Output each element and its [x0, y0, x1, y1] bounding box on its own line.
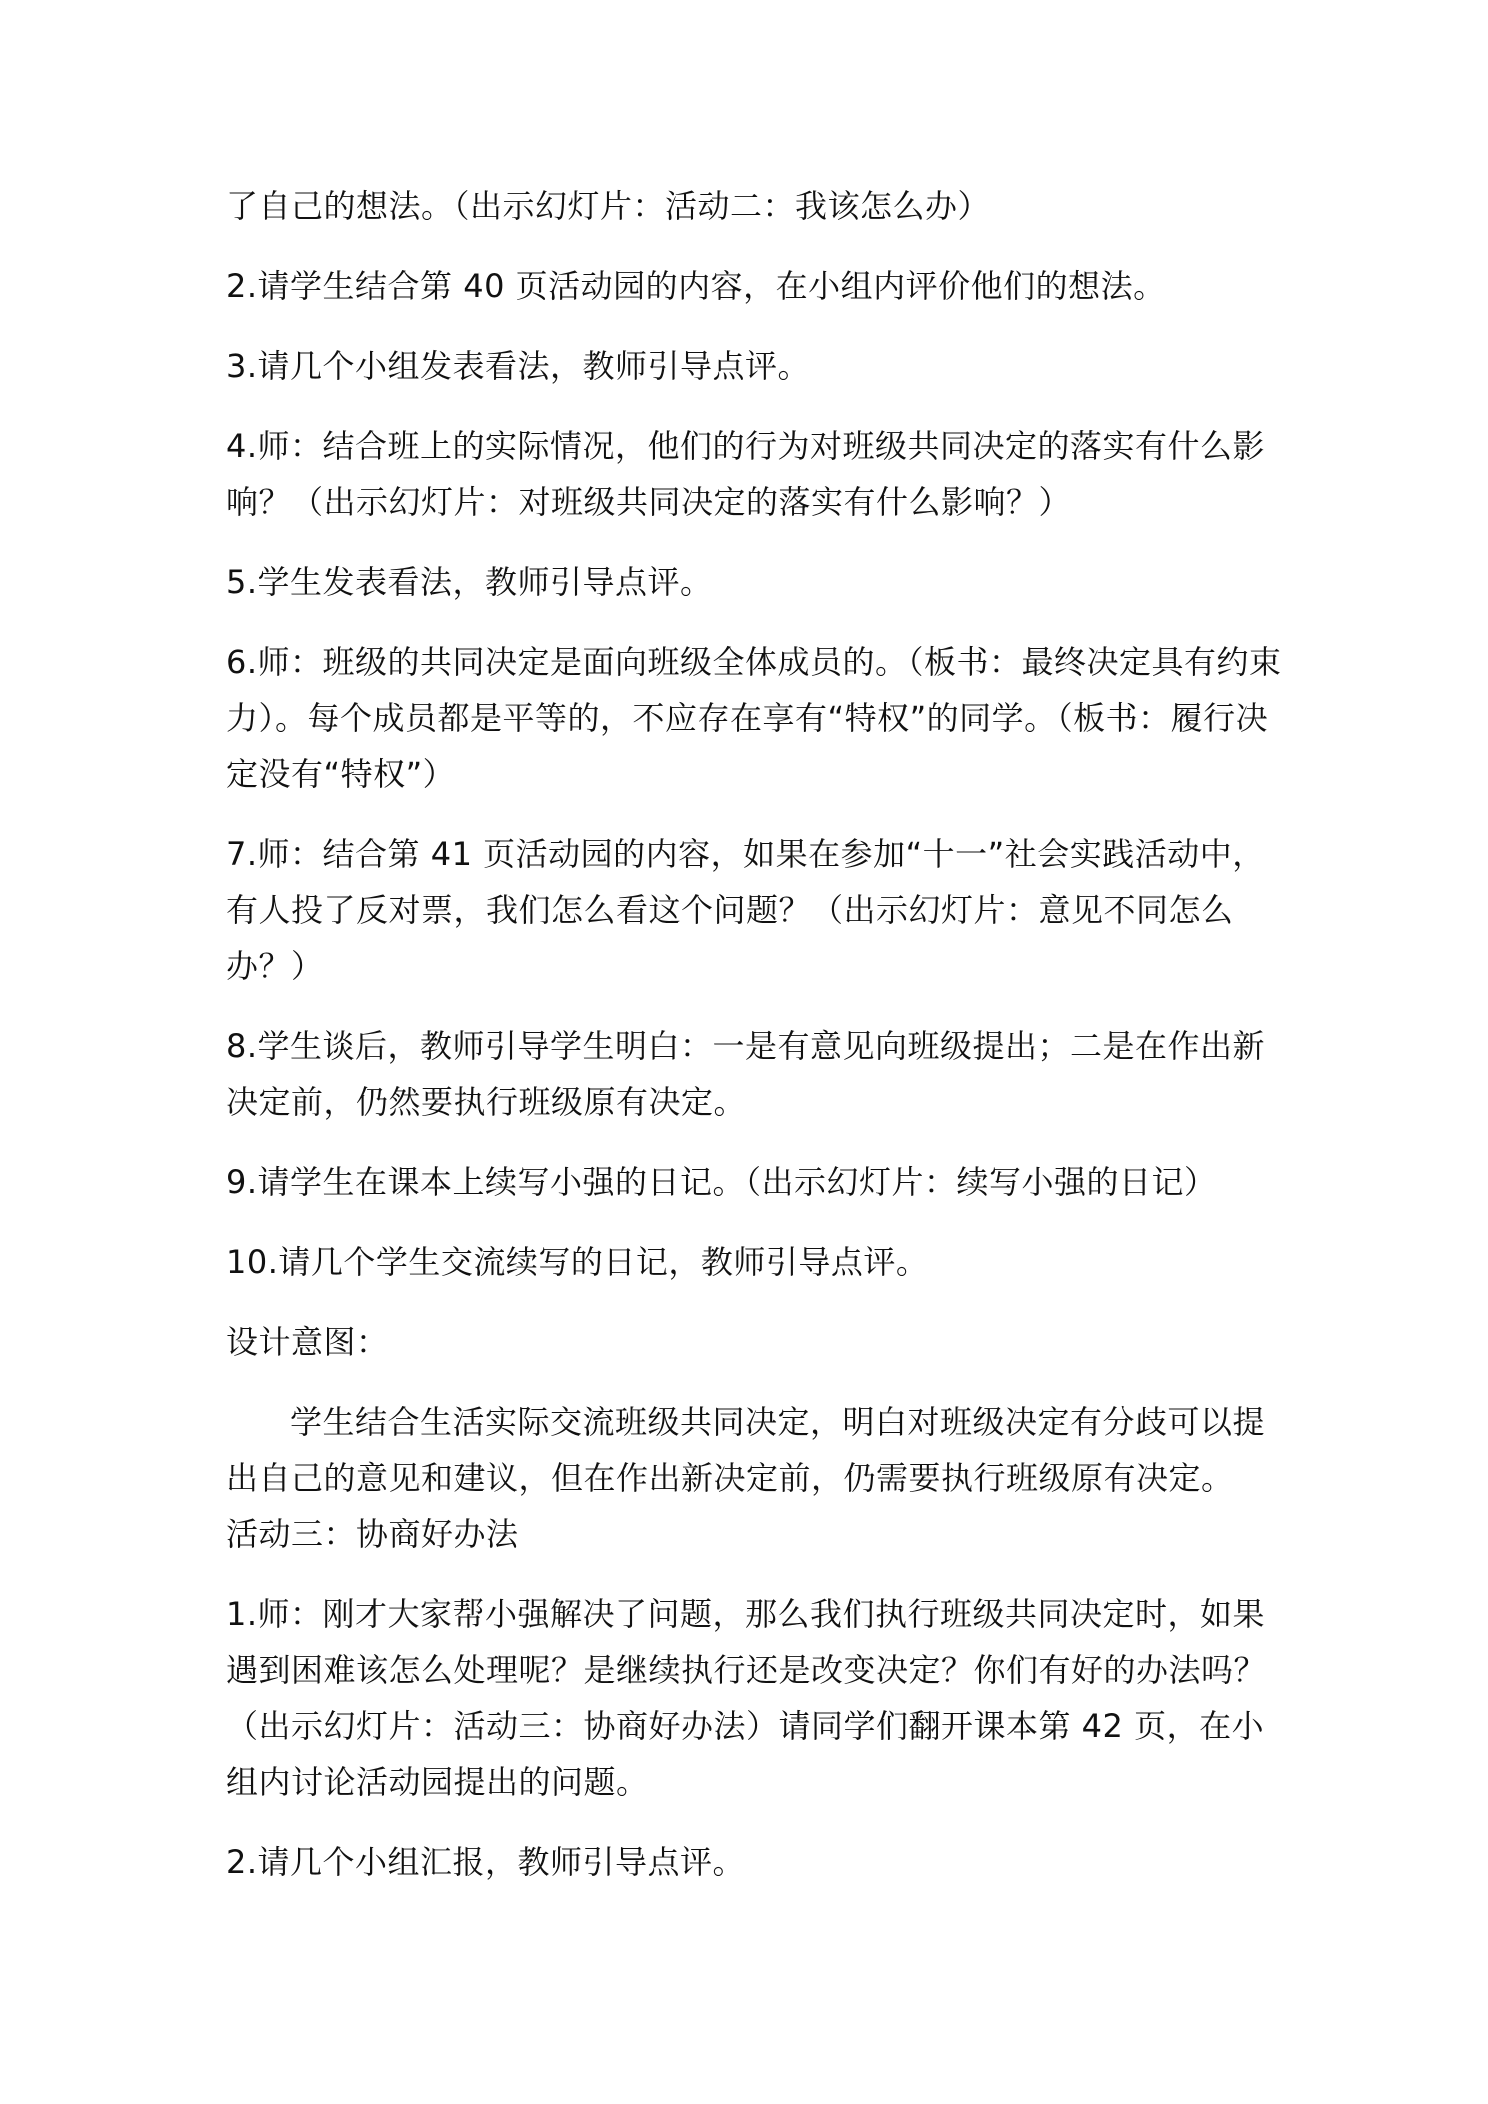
paragraph-step-4: 4.师：结合班上的实际情况，他们的行为对班级共同决定的落实有什么影响？（出示幻灯片：对班级共同决定的落实有什么影响？）	[226, 427, 1266, 521]
design-intent-heading: 设计意图：	[226, 1323, 389, 1361]
activity-three-step-2: 2.请几个小组汇报，教师引导点评。	[226, 1843, 746, 1881]
paragraph-step-7: 7.师：结合第 41 页活动园的内容，如果在参加“十一”社会实践活动中，有人投了反对票，我们怎么看这个问题？（出示幻灯片：意见不同怎么办？）	[226, 835, 1265, 985]
activity-three-step-1: 1.师：刚才大家帮小强解决了问题，那么我们执行班级共同决定时，如果遇到困难该怎么处理呢？是继续执行还是改变决定？你们有好的办法吗？（出示幻灯片：活动三：协商好办法）请同学们翻开课本第 42 页，在小组内讨论活动园提出的问题。	[226, 1595, 1267, 1801]
paragraph-step-9: 9.请学生在课本上续写小强的日记。（出示幻灯片：续写小强的日记）	[226, 1163, 1217, 1201]
paragraph-step-6: 6.师：班级的共同决定是面向班级全体成员的。（板书：最终决定具有约束力）。每个成员都是平等的，不应存在享有“特权”的同学。（板书：履行决定没有“特权”）	[226, 643, 1282, 793]
paragraph-step-10: 10.请几个学生交流续写的日记，教师引导点评。	[226, 1243, 929, 1281]
activity-three-heading: 活动三：协商好办法	[226, 1515, 519, 1553]
paragraph-step-2: 2.请学生结合第 40 页活动园的内容，在小组内评价他们的想法。	[226, 267, 1166, 305]
paragraph-continuation: 了自己的想法。（出示幻灯片：活动二：我该怎么办）	[226, 187, 991, 225]
paragraph-step-3: 3.请几个小组发表看法，教师引导点评。	[226, 347, 811, 385]
design-intent-body: 学生结合生活实际交流班级共同决定，明白对班级决定有分歧可以提出自己的意见和建议，但在作出新决定前，仍需要执行班级原有决定。	[226, 1403, 1266, 1497]
document-body	[226, 178, 1286, 1914]
paragraph-step-5: 5.学生发表看法，教师引导点评。	[226, 563, 713, 601]
paragraph-step-8: 8.学生谈后，教师引导学生明白：一是有意见向班级提出；二是在作出新决定前，仍然要执行班级原有决定。	[226, 1027, 1266, 1121]
